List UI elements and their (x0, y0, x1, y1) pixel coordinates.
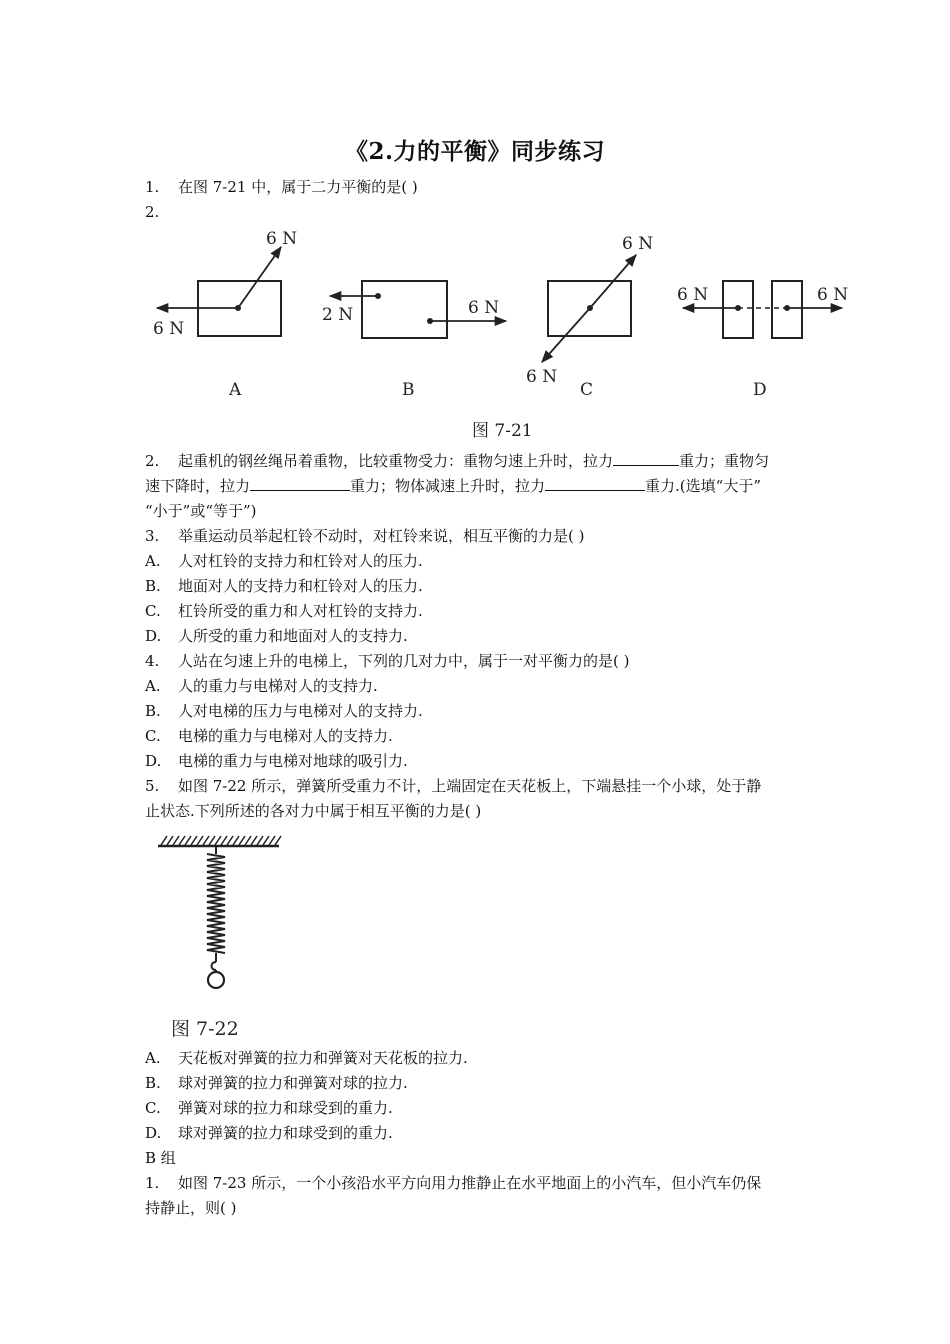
ceiling-hatching (158, 836, 281, 846)
group-b-question-1-line-2: 持静止，则( ) (145, 1199, 237, 1217)
question-1 (145, 175, 815, 199)
option-a: A. 人对杠铃的支持力和杠铃对人的压力. (145, 552, 423, 570)
option-d: D. 人所受的重力和地面对人的支持力. (145, 627, 408, 645)
panel-b (322, 281, 506, 400)
answer-blank[interactable] (545, 475, 645, 491)
panel-c (526, 234, 653, 400)
question-5-stem-2: 止状态.下列所述的各对力中属于相互平衡的力是( ) (145, 802, 482, 820)
question-number: 2. (145, 203, 160, 221)
panel-a (153, 229, 297, 400)
group-b-question-1-line-1: 1. 如图 7-23 所示，一个小孩沿水平方向用力推静止在水平地面上的小汽车，但小汽车仍保 (145, 1174, 762, 1192)
panel-letter: D (753, 380, 767, 400)
option-c: C. 杠铃所受的重力和人对杠铃的支持力. (145, 602, 423, 620)
section-heading-group-b: B 组 (145, 1149, 176, 1167)
answer-blank[interactable] (613, 450, 679, 466)
figure-caption: 图 7-22 (171, 1018, 239, 1040)
option-c: C. 电梯的重力与电梯对人的支持力. (145, 727, 393, 745)
figure-7-21 (140, 222, 860, 444)
question-5-stem-1: 5. 如图 7-22 所示，弹簧所受重力不计，上端固定在天花板上，下端悬挂一个小球，处于静 (145, 777, 762, 795)
option-b: B. 球对弹簧的拉力和弹簧对球的拉力. (145, 1074, 408, 1092)
force-label: 2 N (322, 305, 354, 325)
answer-blank[interactable] (250, 475, 350, 491)
panel-letter: C (580, 380, 594, 400)
question-number: 1. (145, 178, 160, 196)
ball (208, 972, 224, 988)
force-label: 6 N (153, 319, 185, 339)
option-a: A. 天花板对弹簧的拉力和弹簧对天花板的拉力. (145, 1049, 468, 1067)
force-label: 6 N (677, 285, 709, 305)
force-label: 6 N (468, 298, 500, 318)
option-c: C. 弹簧对球的拉力和球受到的重力. (145, 1099, 393, 1117)
force-label: 6 N (817, 285, 849, 305)
panel-letter: A (229, 380, 242, 400)
panel-d (677, 281, 848, 400)
option-b: B. 地面对人的支持力和杠铃对人的压力. (145, 577, 423, 595)
force-label: 6 N (622, 234, 654, 254)
spring (207, 847, 225, 973)
option-d: D. 电梯的重力与电梯对地球的吸引力. (145, 752, 408, 770)
option-d: D. 球对弹簧的拉力和球受到的重力. (145, 1124, 393, 1142)
question-2-line-3: “小于”或“等于”) (145, 502, 257, 520)
question-text: 在图 7-21 中，属于二力平衡的是( ) (178, 178, 418, 196)
question-4-stem: 4. 人站在匀速上升的电梯上，下列的几对力中，属于一对平衡力的是( ) (145, 652, 630, 670)
figure-caption: 图 7-21 (472, 421, 533, 441)
question-2-label (145, 200, 815, 224)
option-a: A. 人的重力与电梯对人的支持力. (145, 677, 378, 695)
question-2-line-1: 2. 起重机的钢丝绳吊着重物，比较重物受力：重物匀速上升时，拉力 重力；重物匀 (145, 452, 770, 470)
force-label: 6 N (526, 367, 558, 387)
question-2-line-2: 速下降时，拉力 重力；物体减速上升时，拉力 重力.(选填“大于” (145, 477, 761, 495)
force-label: 6 N (266, 229, 298, 249)
question-3-stem: 3. 举重运动员举起杠铃不动时，对杠铃来说，相互平衡的力是( ) (145, 527, 585, 545)
page-title: 《2.力的平衡》同步练习 (344, 138, 605, 165)
option-b: B. 人对电梯的压力与电梯对人的支持力. (145, 702, 423, 720)
figure-7-22 (155, 830, 295, 1045)
panel-letter: B (402, 380, 415, 400)
